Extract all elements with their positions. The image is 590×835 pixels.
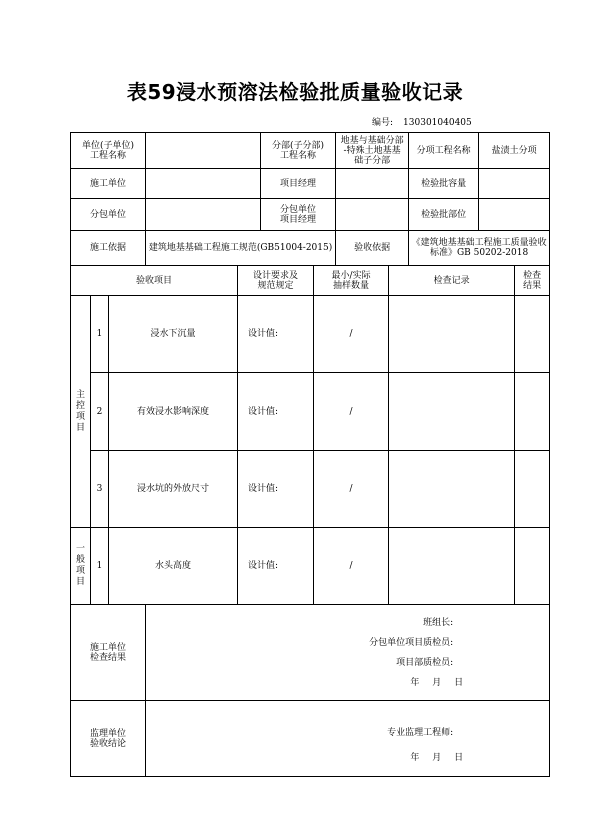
sub-project-manager-label: 分包单位 项目经理 bbox=[261, 199, 336, 231]
constructor-label: 施工单位 bbox=[71, 169, 146, 199]
batch-capacity-label: 检验批容量 bbox=[409, 169, 479, 199]
column-header-item: 验收项目 bbox=[71, 266, 238, 296]
sample-quantity: / bbox=[314, 451, 389, 528]
check-result-field[interactable] bbox=[515, 451, 550, 528]
subitem-name-label: 分项工程名称 bbox=[409, 133, 479, 169]
sub-inspector-label: 分包单位项目质检员: bbox=[369, 638, 454, 648]
column-header-row bbox=[71, 266, 550, 296]
main-control-row-1 bbox=[71, 296, 550, 373]
item-number: 2 bbox=[91, 373, 109, 451]
header-row-constructor bbox=[71, 169, 550, 199]
check-record-field[interactable] bbox=[389, 451, 515, 528]
main-control-row-2 bbox=[71, 373, 550, 451]
item-number: 1 bbox=[91, 528, 109, 605]
item-name: 浸水下沉量 bbox=[109, 296, 238, 373]
division-name-value: 地基与基础分部 -特殊土地基基 础子分部 bbox=[336, 133, 409, 169]
header-row-basis bbox=[71, 231, 550, 266]
unit-name-label: 单位(子单位) 工程名称 bbox=[71, 133, 146, 169]
check-result-field[interactable] bbox=[515, 296, 550, 373]
unit-name-field[interactable] bbox=[146, 133, 261, 169]
project-inspector-label: 项目部质检员: bbox=[396, 658, 454, 668]
construction-check-label: 施工单位 检查结果 bbox=[71, 605, 146, 701]
general-group-label: 一 般 项 目 bbox=[71, 528, 91, 605]
column-header-min-sample: 最小/实际 抽样数量 bbox=[314, 266, 389, 296]
sample-quantity: / bbox=[314, 296, 389, 373]
column-header-result: 检查 结果 bbox=[515, 266, 550, 296]
inspection-form-table bbox=[70, 132, 550, 777]
construction-check-row bbox=[71, 605, 550, 701]
item-name: 有效浸水影响深度 bbox=[109, 373, 238, 451]
batch-location-label: 检验批部位 bbox=[409, 199, 479, 231]
acceptance-basis-value: 《建筑地基基础工程施工质量验收 标准》GB 50202-2018 bbox=[409, 231, 550, 266]
check-record-field[interactable] bbox=[389, 296, 515, 373]
constructor-field[interactable] bbox=[146, 169, 261, 199]
check-record-field[interactable] bbox=[389, 373, 515, 451]
design-value-field[interactable]: 设计值: bbox=[238, 451, 314, 528]
design-value-field[interactable]: 设计值: bbox=[238, 528, 314, 605]
supervision-date-label: 年 月 日 bbox=[410, 753, 464, 763]
serial-number bbox=[372, 115, 472, 128]
main-control-group-label: 主 控 项 目 bbox=[71, 296, 91, 528]
check-result-field[interactable] bbox=[515, 528, 550, 605]
column-header-record: 检查记录 bbox=[389, 266, 515, 296]
item-number: 3 bbox=[91, 451, 109, 528]
serial-label: 编号: bbox=[372, 118, 394, 128]
construction-date-label: 年 月 日 bbox=[410, 678, 464, 688]
item-number: 1 bbox=[91, 296, 109, 373]
serial-value: 130301040405 bbox=[403, 118, 472, 128]
header-row-subcontractor bbox=[71, 199, 550, 231]
sample-quantity: / bbox=[314, 373, 389, 451]
supervision-label: 监理单位 验收结论 bbox=[71, 701, 146, 777]
batch-capacity-field[interactable] bbox=[479, 169, 550, 199]
subitem-name-value: 盐渍土分项 bbox=[479, 133, 550, 169]
division-name-label: 分部(子分部) 工程名称 bbox=[261, 133, 336, 169]
general-row-1 bbox=[71, 528, 550, 605]
main-control-row-3 bbox=[71, 451, 550, 528]
team-leader-label: 班组长: bbox=[423, 618, 454, 628]
item-name: 浸水坑的外放尺寸 bbox=[109, 451, 238, 528]
check-result-field[interactable] bbox=[515, 373, 550, 451]
subcontractor-field[interactable] bbox=[146, 199, 261, 231]
construction-check-signature-area[interactable] bbox=[146, 605, 550, 701]
item-name: 水头高度 bbox=[109, 528, 238, 605]
design-value-field[interactable]: 设计值: bbox=[238, 373, 314, 451]
project-manager-label: 项目经理 bbox=[261, 169, 336, 199]
supervision-signature-area[interactable] bbox=[146, 701, 550, 777]
supervision-row bbox=[71, 701, 550, 777]
check-record-field[interactable] bbox=[389, 528, 515, 605]
design-value-field[interactable]: 设计值: bbox=[238, 296, 314, 373]
supervision-engineer-label: 专业监理工程师: bbox=[387, 728, 454, 738]
batch-location-field[interactable] bbox=[479, 199, 550, 231]
header-row-project bbox=[71, 133, 550, 169]
column-header-design: 设计要求及 规范规定 bbox=[238, 266, 314, 296]
project-manager-field[interactable] bbox=[336, 169, 409, 199]
subcontractor-label: 分包单位 bbox=[71, 199, 146, 231]
construction-basis-value: 建筑地基基础工程施工规范(GB51004-2015) bbox=[146, 231, 336, 266]
sub-project-manager-field[interactable] bbox=[336, 199, 409, 231]
acceptance-basis-label: 验收依据 bbox=[336, 231, 409, 266]
construction-basis-label: 施工依据 bbox=[71, 231, 146, 266]
page-title: 表59浸水预溶法检验批质量验收记录 bbox=[126, 80, 464, 104]
sample-quantity: / bbox=[314, 528, 389, 605]
